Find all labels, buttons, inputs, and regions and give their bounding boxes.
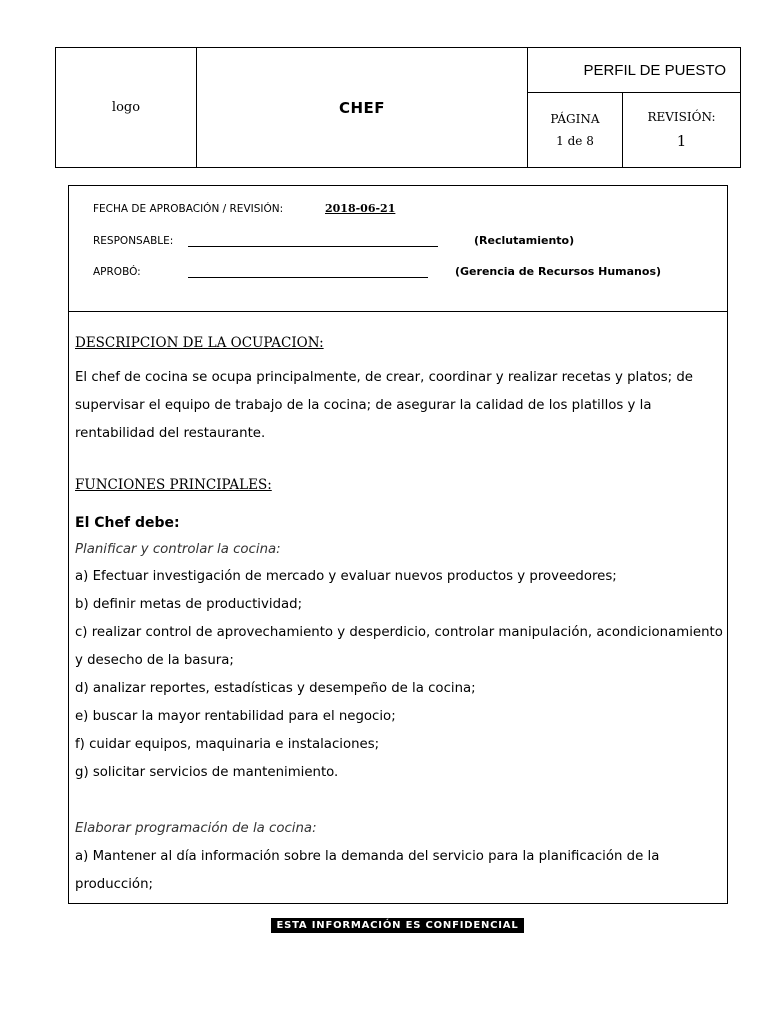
responsable-label: RESPONSABLE: xyxy=(93,235,174,247)
document-type xyxy=(528,48,740,93)
list-item: producción; xyxy=(75,877,153,892)
list-item: g) solicitar servicios de mantenimiento. xyxy=(75,765,339,780)
list-item: a) Mantener al día información sobre la demanda del servicio para la planificación de la xyxy=(75,849,660,864)
approval-date: 2018-06-21 xyxy=(325,202,396,215)
list-item: y desecho de la basura; xyxy=(75,653,234,668)
descripcion-heading: DESCRIPCION DE LA OCUPACION: xyxy=(75,335,324,351)
approval-label: FECHA DE APROBACIÓN / REVISIÓN: xyxy=(93,203,284,215)
page-label: PÁGINA xyxy=(550,112,600,126)
descripcion-line: El chef de cocina se ocupa principalmente, de crear, coordinar y realizar recetas y platos; de xyxy=(75,370,693,385)
list-item: d) analizar reportes, estadísticas y desempeño de la cocina; xyxy=(75,681,476,696)
list-item: a) Efectuar investigación de mercado y evaluar nuevos productos y proveedores; xyxy=(75,569,617,584)
elaborar-subheading: Elaborar programación de la cocina: xyxy=(75,821,317,836)
funciones-heading: FUNCIONES PRINCIPALES: xyxy=(75,477,272,493)
descripcion-line: rentabilidad del restaurante. xyxy=(75,426,266,441)
list-item: e) buscar la mayor rentabilidad para el negocio; xyxy=(75,709,396,724)
descripcion-line: supervisar el equipo de trabajo de la cocina; de asegurar la calidad de los platillos y la xyxy=(75,398,652,413)
document-type-text: PERFIL DE PUESTO xyxy=(583,61,726,79)
logo-placeholder xyxy=(56,48,197,167)
aprobo-signature-line xyxy=(188,277,428,278)
revision-value: 1 xyxy=(676,132,687,150)
logo-text: logo xyxy=(111,100,141,115)
page-value: 1 de 8 xyxy=(556,134,594,148)
revision-label: REVISIÓN: xyxy=(647,110,716,124)
planificar-subheading: Planificar y controlar la cocina: xyxy=(75,542,281,557)
revision-cell xyxy=(623,93,740,167)
approval-meta xyxy=(69,186,727,312)
job-title xyxy=(197,48,528,167)
document-header xyxy=(55,47,741,168)
list-item: b) definir metas de productividad; xyxy=(75,597,303,612)
document-body-box xyxy=(68,185,728,904)
responsable-dept: (Reclutamiento) xyxy=(474,234,575,247)
list-item: f) cuidar equipos, maquinaria e instalaciones; xyxy=(75,737,380,752)
list-item: c) realizar control de aprovechamiento y desperdicio, controlar manipulación, acondicionamiento xyxy=(75,625,723,640)
job-title-text: CHEF xyxy=(338,98,386,117)
aprobo-dept: (Gerencia de Recursos Humanos) xyxy=(455,265,662,278)
confidential-text: ESTA INFORMACIÓN ES CONFIDENCIAL xyxy=(276,920,519,931)
page-cell xyxy=(528,93,623,167)
confidential-banner xyxy=(271,918,524,933)
responsable-signature-line xyxy=(188,246,438,247)
aprobo-label: APROBÓ: xyxy=(93,266,141,278)
chef-debe-heading: El Chef debe: xyxy=(75,515,180,531)
